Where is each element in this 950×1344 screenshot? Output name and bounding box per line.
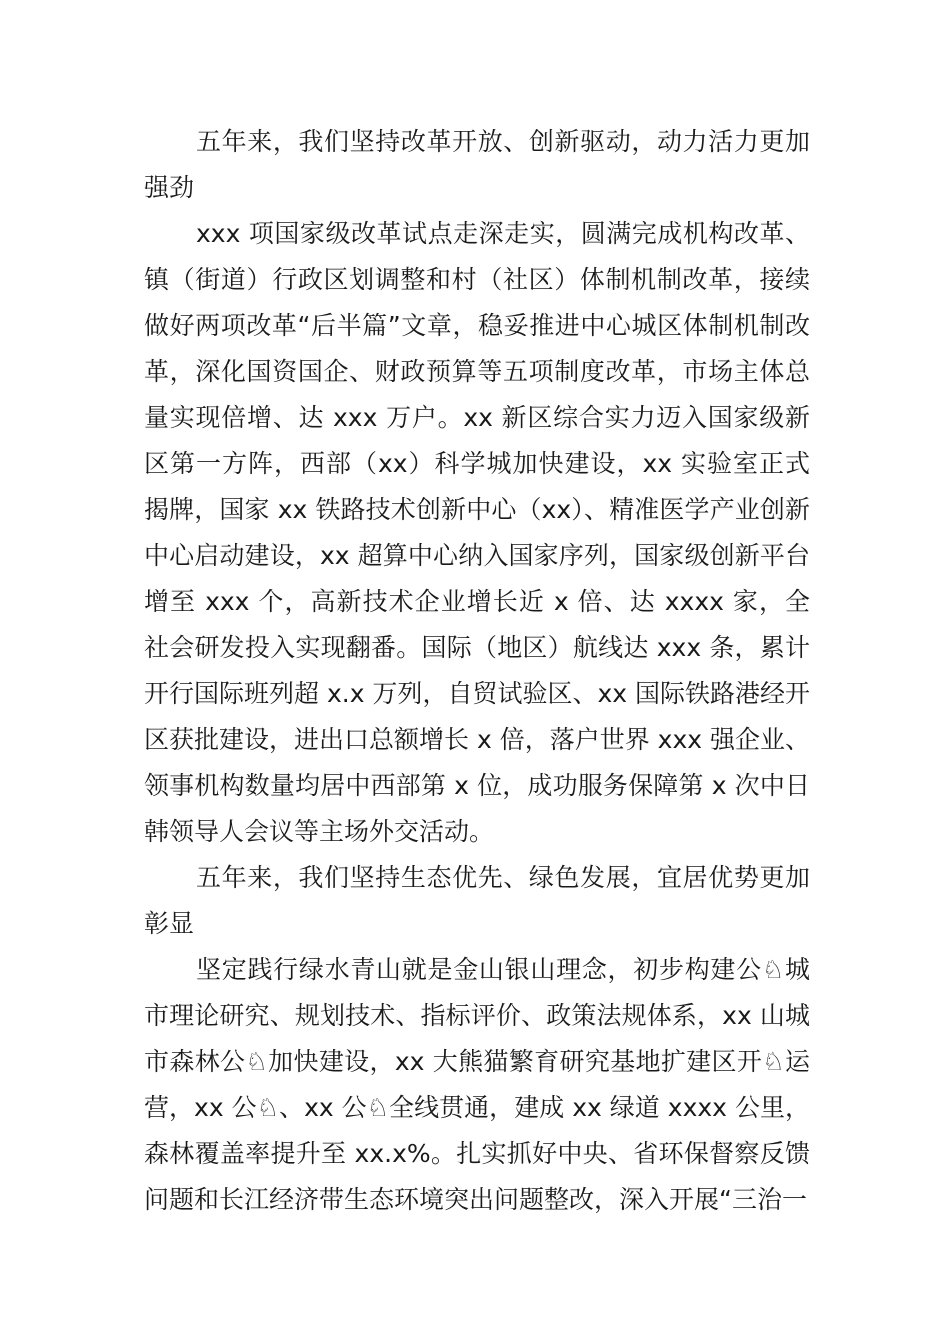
body-paragraph-reform: xxx 项国家级改革试点走深走实，圆满完成机构改革、镇（街道）行政区划调整和村（社区）体制机制改革，接续做好两项改革“后半篇”文章，稳妥推进中心城区体制机制改革，深化国资国企、财政预算等五项制度改革，市场主体总量实现倍增、达 xxx 万户。xx 新区综合实力迈入国家级新区第一方阵，西部（xx）科学城加快建设，xx 实验室正式揭牌，国家 xx 铁路技术创新中心（xx）、精准医学产业创新中心启动建设，xx 超算中心纳入国家序列，国家级创新平台增至 xxx 个，高新技术企业增长近 x 倍、达 xxxx 家，全社会研发投入实现翻番。国际（地区）航线达 xxx 条，累计开行国际班列超 x.x 万列，自贸试验区、xx 国际铁路港经开区获批建设，进出口总额增长 x 倍，落户世界 xxx 强企业、领事机构数量均居中西部第 x 位，成功服务保障第 x 次中日韩领导人会议等主场外交活动。: [144, 219, 810, 846]
body-paragraph-ecology: 坚定践行绿水青山就是金山银山理念，初步构建公♘城市理论研究、规划技术、指标评价、政策法规体系，xx 山城市森林公♘加快建设，xx 大熊猫繁育研究基地扩建区开♘运营，xx 公♘、xx 公♘全线贯通，建成 xx 绿道 xxxx 公里，森林覆盖率提升至 xx.x%。扎实抓好中央、省环保督察反馈问题和长江经济带生态环境突出问题整改，深入开展“三治一: [144, 955, 810, 1214]
document-body: [144, 119, 810, 1223]
section-heading-reform: 五年来，我们坚持改革开放、创新驱动，动力活力更加强劲: [144, 127, 810, 202]
section-heading-ecology: 五年来，我们坚持生态优先、绿色发展，宜居优势更加彰显: [144, 863, 810, 938]
